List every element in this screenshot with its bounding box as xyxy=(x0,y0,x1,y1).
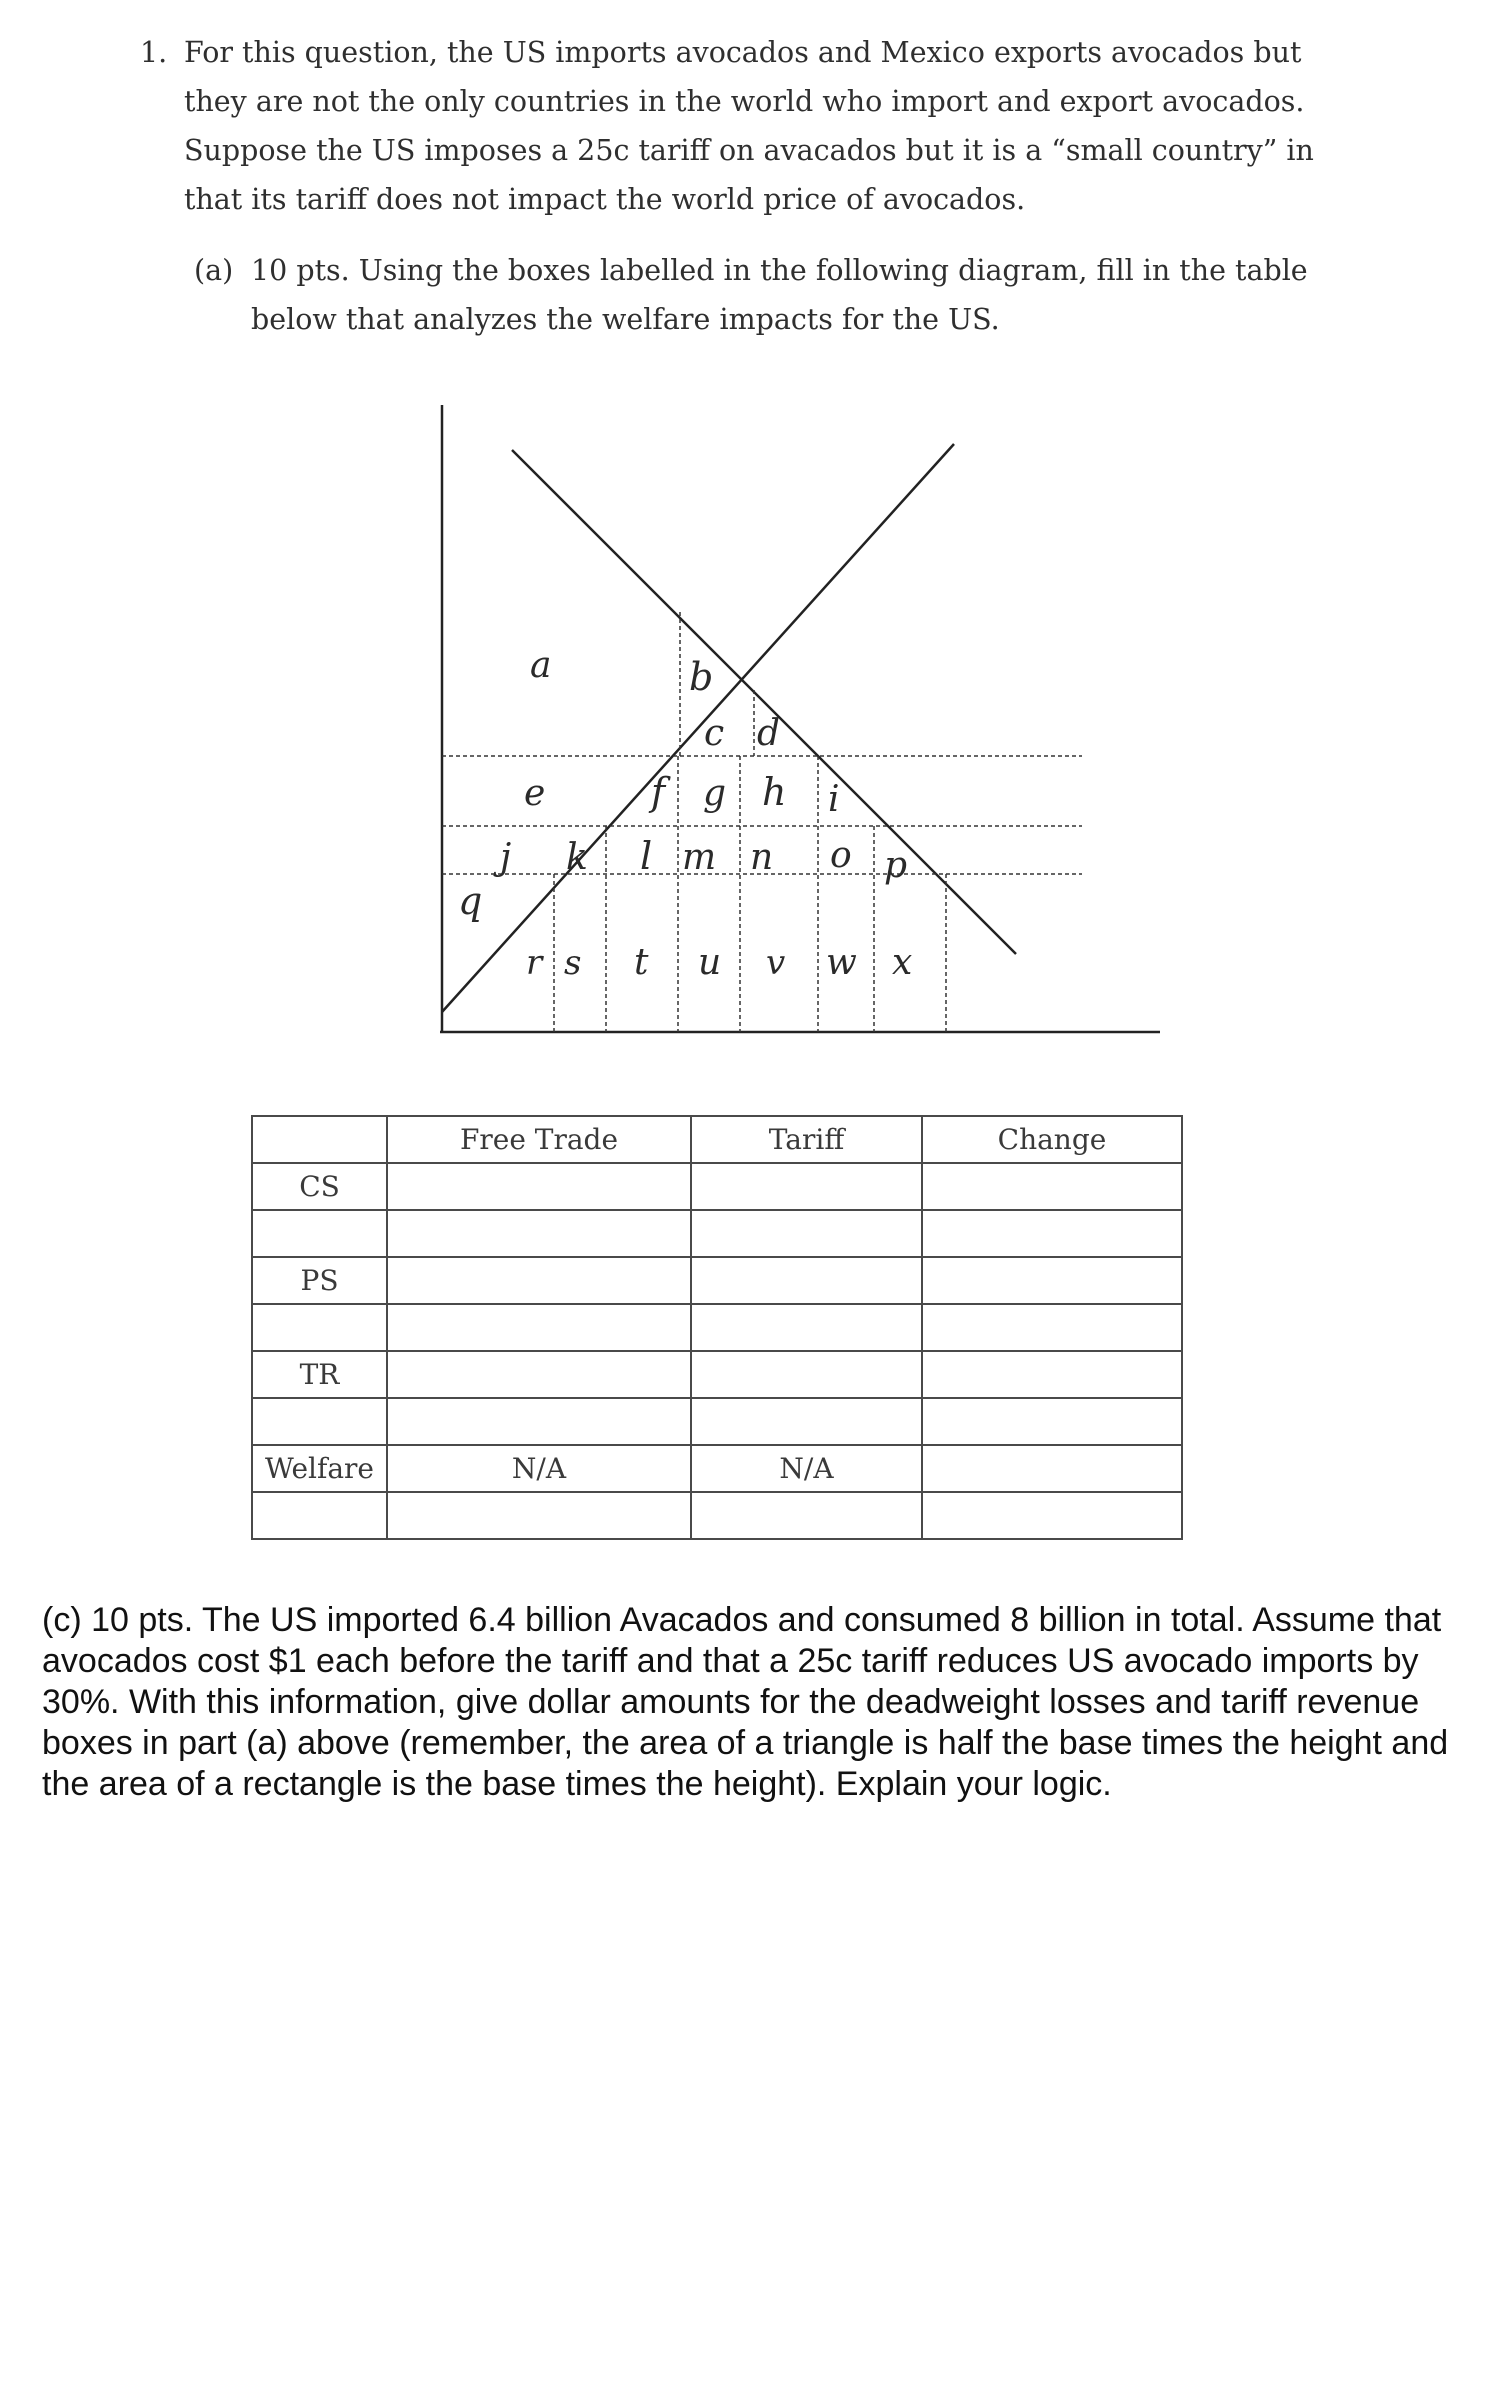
cell[interactable] xyxy=(922,1351,1182,1398)
cell[interactable] xyxy=(691,1398,922,1445)
header-empty xyxy=(252,1116,387,1163)
label-k: k xyxy=(566,837,588,878)
welfare-tariff-cell: N/A xyxy=(691,1445,922,1492)
label-x: x xyxy=(892,942,913,983)
label-f: f xyxy=(651,770,666,814)
label-w: w xyxy=(826,942,857,983)
cell[interactable] xyxy=(387,1398,691,1445)
label-n: n xyxy=(750,837,774,878)
row-label-cs: CS xyxy=(252,1163,387,1210)
table-header-row xyxy=(252,1116,1182,1163)
row-label-ps: PS xyxy=(252,1257,387,1304)
cell[interactable] xyxy=(387,1210,691,1257)
label-r: r xyxy=(526,943,543,983)
cell xyxy=(252,1492,387,1539)
header-change: Change xyxy=(922,1116,1182,1163)
label-o: o xyxy=(830,835,852,876)
table-row-ps xyxy=(252,1257,1182,1304)
cell[interactable] xyxy=(691,1351,922,1398)
header-free-trade: Free Trade xyxy=(387,1116,691,1163)
cell[interactable] xyxy=(691,1210,922,1257)
demand-curve xyxy=(512,450,1016,954)
cell xyxy=(252,1304,387,1351)
question-text: For this question, the US imports avocados and Mexico exports avocados but they are not the only countries in the world who import and export avocados. Suppose the US imposes a 25c tariff on avacados but it is a “small country” in that its tariff does not impact the world price of avocados. xyxy=(184,36,1314,216)
table-row-blank xyxy=(252,1210,1182,1257)
cell xyxy=(252,1398,387,1445)
table-row-blank xyxy=(252,1304,1182,1351)
label-h: h xyxy=(762,770,787,814)
label-q: q xyxy=(458,879,483,923)
cell[interactable] xyxy=(922,1492,1182,1539)
cell[interactable] xyxy=(691,1304,922,1351)
row-label-welfare: Welfare xyxy=(252,1445,387,1492)
cell[interactable] xyxy=(922,1163,1182,1210)
cell[interactable] xyxy=(387,1257,691,1304)
label-g: g xyxy=(703,773,727,814)
table-row-tr xyxy=(252,1351,1182,1398)
cell[interactable] xyxy=(922,1257,1182,1304)
header-tariff: Tariff xyxy=(691,1116,922,1163)
cell[interactable] xyxy=(691,1257,922,1304)
cell[interactable] xyxy=(922,1445,1182,1492)
part-a-label: (a) xyxy=(194,254,234,287)
label-c: c xyxy=(704,713,725,754)
label-m: m xyxy=(682,837,717,878)
label-j: j xyxy=(500,837,512,878)
cell[interactable] xyxy=(691,1492,922,1539)
part-c-text: (c) 10 pts. The US imported 6.4 billion Avacados and consumed 8 billion in total. Assume that avocados cost $1 each before the tariff and that a 25c tariff reduces US avocado imports by 30%. With this information, give dollar amounts for the deadweight losses and tariff revenue boxes in part (a) above (remember, the area of a triangle is half the base times the height and the area of a rectangle is the base times the height). Explain your logic. xyxy=(42,1601,1449,1803)
label-b: b xyxy=(689,655,714,699)
cell xyxy=(252,1210,387,1257)
table-row-blank xyxy=(252,1398,1182,1445)
label-a: a xyxy=(530,645,552,686)
welfare-free-trade-cell: N/A xyxy=(387,1445,691,1492)
label-s: s xyxy=(564,943,582,983)
cell[interactable] xyxy=(387,1492,691,1539)
label-l: l xyxy=(640,834,653,878)
table-row-cs xyxy=(252,1163,1182,1210)
label-p: p xyxy=(884,845,908,886)
row-label-tr: TR xyxy=(252,1351,387,1398)
label-t: t xyxy=(634,942,649,983)
cell[interactable] xyxy=(387,1351,691,1398)
cell[interactable] xyxy=(387,1163,691,1210)
label-i: i xyxy=(828,779,840,820)
question-number: 1. xyxy=(140,36,168,69)
supply-curve xyxy=(442,444,954,1012)
cell[interactable] xyxy=(387,1304,691,1351)
welfare-table xyxy=(251,1115,1183,1540)
part-a-text: 10 pts. Using the boxes labelled in the following diagram, fill in the table below that analyzes the welfare impacts for the US. xyxy=(251,254,1308,336)
label-e: e xyxy=(524,773,546,814)
table-row-blank xyxy=(252,1492,1182,1539)
table-row-welfare xyxy=(252,1445,1182,1492)
label-v: v xyxy=(766,943,786,983)
cell[interactable] xyxy=(922,1304,1182,1351)
cell[interactable] xyxy=(922,1210,1182,1257)
cell[interactable] xyxy=(922,1398,1182,1445)
supply-demand-diagram xyxy=(0,0,1506,1070)
label-u: u xyxy=(698,942,722,983)
cell[interactable] xyxy=(691,1163,922,1210)
label-d: d xyxy=(757,713,781,754)
